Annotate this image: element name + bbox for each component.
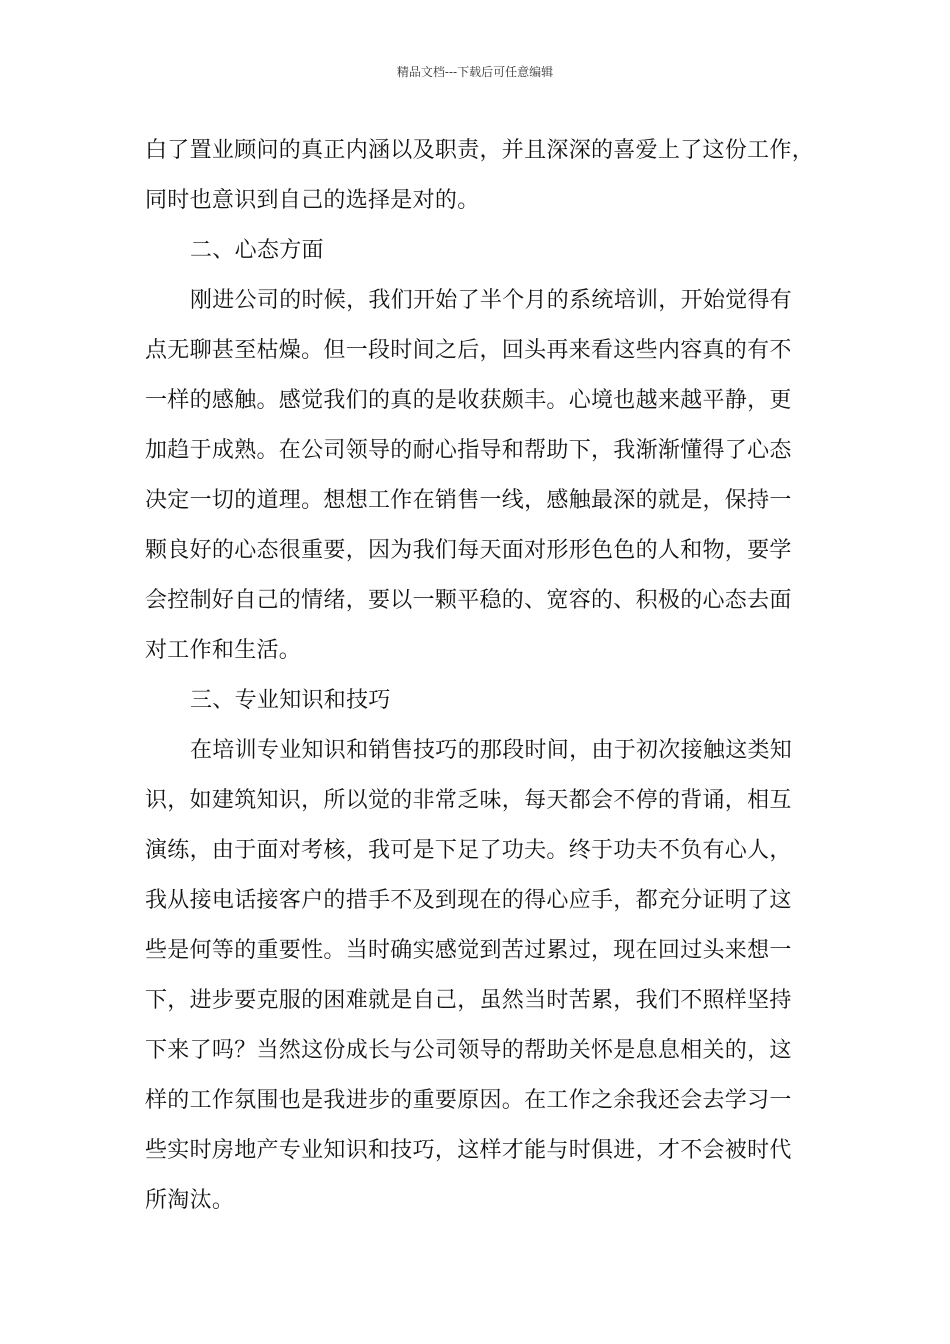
paragraph-line: 些实时房地产专业知识和技巧，这样才能与时俱进，才不会被时代 bbox=[145, 1138, 792, 1163]
section-heading: 二、心态方面 bbox=[190, 238, 324, 263]
paragraph-line: 样的工作氛围也是我进步的重要原因。在工作之余我还会去学习一 bbox=[145, 1088, 792, 1113]
paragraph-line: 些是何等的重要性。当时确实感觉到苦过累过，现在回过头来想一 bbox=[145, 938, 792, 963]
paragraph-line: 下，进步要克服的困难就是自己，虽然当时苦累，我们不照样坚持 bbox=[145, 988, 792, 1013]
paragraph-line: 我从接电话接客户的措手不及到现在的得心应手，都充分证明了这 bbox=[145, 888, 792, 913]
paragraph-line: 决定一切的道理。想想工作在销售一线，感触最深的就是，保持一 bbox=[145, 488, 792, 513]
paragraph-line: 对工作和生活。 bbox=[145, 638, 302, 663]
paragraph-line: 同时也意识到自己的选择是对的。 bbox=[145, 188, 480, 213]
paragraph-line: 下来了吗？当然这份成长与公司领导的帮助关怀是息息相关的，这 bbox=[145, 1038, 792, 1063]
page-header: 精品文档---下载后可任意编辑 bbox=[396, 65, 554, 79]
paragraph-line: 演练，由于面对考核，我可是下足了功夫。终于功夫不负有心人， bbox=[145, 838, 792, 863]
paragraph-line: 识，如建筑知识，所以觉的非常乏味，每天都会不停的背诵，相互 bbox=[145, 788, 792, 813]
paragraph-line: 加趋于成熟。在公司领导的耐心指导和帮助下，我渐渐懂得了心态 bbox=[145, 438, 792, 463]
paragraph-line: 刚进公司的时候，我们开始了半个月的系统培训，开始觉得有 bbox=[190, 288, 793, 313]
paragraph-line: 会控制好自己的情绪，要以一颗平稳的、宽容的、积极的心态去面 bbox=[145, 588, 792, 613]
section-heading: 三、专业知识和技巧 bbox=[190, 688, 391, 713]
paragraph-line: 一样的感触。感觉我们的真的是收获颇丰。心境也越来越平静，更 bbox=[145, 388, 792, 413]
paragraph-line: 所淘汰。 bbox=[145, 1188, 235, 1213]
paragraph-line: 白了置业顾问的真正内涵以及职责，并且深深的喜爱上了这份工作， bbox=[145, 138, 815, 163]
paragraph-line: 在培训专业知识和销售技巧的那段时间，由于初次接触这类知 bbox=[190, 738, 793, 763]
paragraph-line: 颗良好的心态很重要，因为我们每天面对形形色色的人和物，要学 bbox=[145, 538, 792, 563]
paragraph-line: 点无聊甚至枯燥。但一段时间之后，回头再来看这些内容真的有不 bbox=[145, 338, 792, 363]
